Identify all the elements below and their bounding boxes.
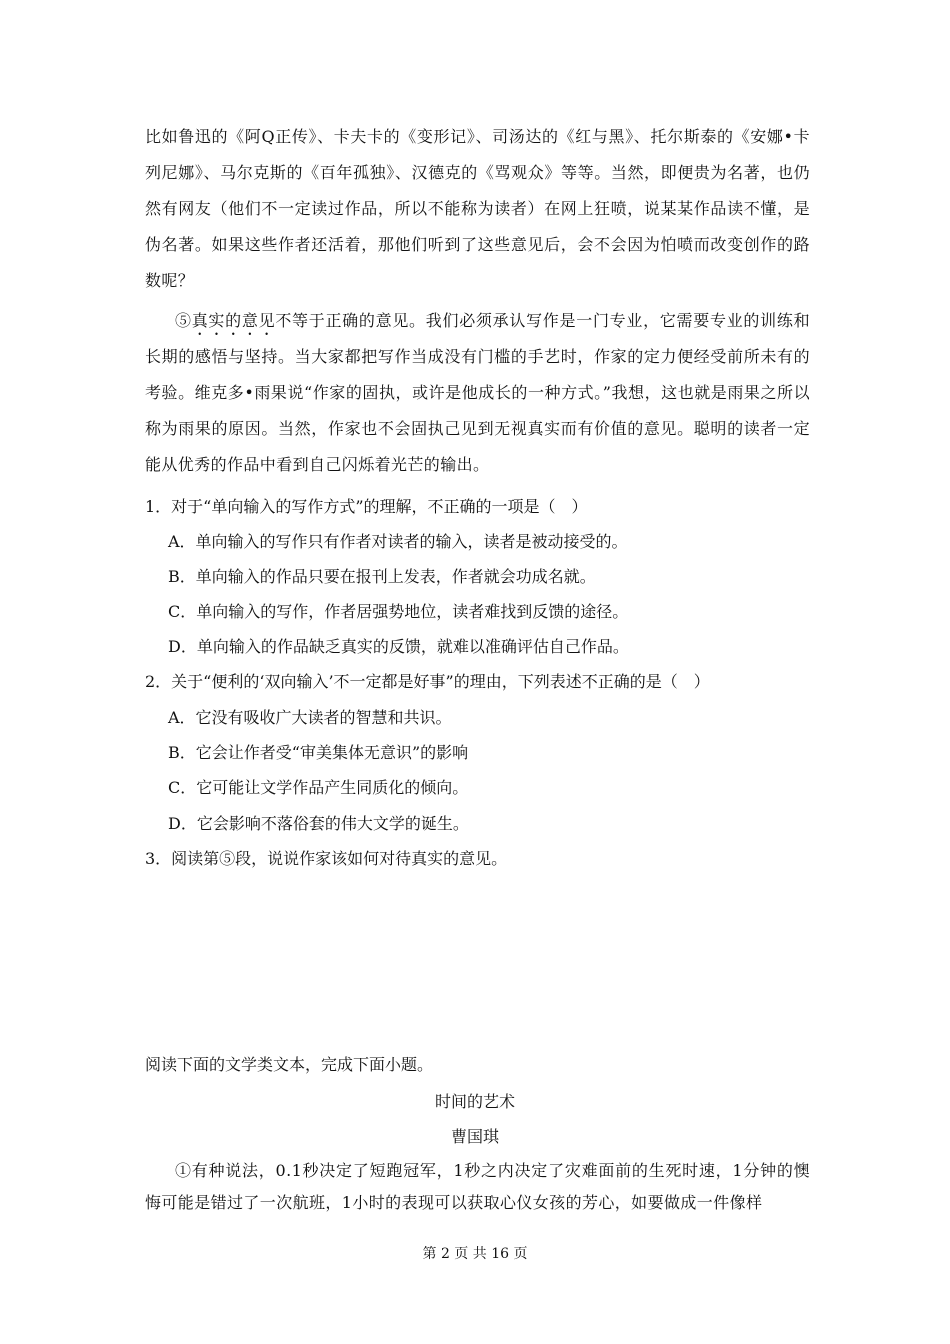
emphasized-phrase: 真实的意见 bbox=[191, 311, 276, 330]
passage-paragraph-5 bbox=[145, 303, 810, 483]
article-title: 时间的艺术 bbox=[434, 1092, 515, 1111]
article-paragraph-1: ①有种说法，0.1秒决定了短跑冠军，1秒之内决定了灾难面前的生死时速，1分钟的懊悔可能是错过了一次航班，1小时的表现可以获取心仪女孩的芳心，如要做成一件像样 bbox=[145, 1161, 810, 1212]
question-2-option-a: A．它没有吸收广大读者的智慧和共识。 bbox=[168, 708, 452, 727]
question-1-option-a: A．单向输入的写作只有作者对读者的输入，读者是被动接受的。 bbox=[168, 532, 628, 551]
passage-paragraph-top: 比如鲁迅的《阿Q正传》、卡夫卡的《变形记》、司汤达的《红与黑》、托尔斯泰的《安娜•卡列尼娜》、马尔克斯的《百年孤独》、汉德克的《骂观众》等等。当然，即便贵为名著，也仍然有网友（他们不一定读过作品，所以不能称为读者）在网上狂喷，说某某作品读不懂，是伪名著。如果这些作者还活着，那他们听到了这些意见后，会不会因为怕喷而改变创作的路数呢？ bbox=[145, 127, 810, 290]
question-1-option-b: B．单向输入的作品只要在报刊上发表，作者就会功成名就。 bbox=[168, 567, 596, 586]
paragraph-marker: ⑤ bbox=[175, 311, 192, 330]
question-2-option-b: B．它会让作者受“审美集体无意识”的影响 bbox=[168, 743, 469, 762]
question-1-option-d: D．单向输入的作品缺乏真实的反馈，就难以准确评估自己作品。 bbox=[168, 637, 629, 656]
page-footer: 第 2 页 共 16 页 bbox=[422, 1246, 528, 1262]
question-3-stem: 3．阅读第⑤段，说说作家该如何对待真实的意见。 bbox=[145, 849, 508, 868]
question-1-stem: 1．对于“单向输入的写作方式”的理解，不正确的一项是（ ） bbox=[145, 497, 588, 516]
question-1-option-c: C．单向输入的写作，作者居强势地位，读者难找到反馈的途径。 bbox=[168, 602, 629, 621]
question-2-option-c: C．它可能让文学作品产生同质化的倾向。 bbox=[168, 778, 469, 797]
question-2-stem: 2．关于“便利的‘双向输入’不一定都是好事”的理由，下列表述不正确的是（ ） bbox=[145, 672, 710, 691]
question-2-option-d: D．它会影响不落俗套的伟大文学的诞生。 bbox=[168, 814, 469, 833]
paragraph-text: 不等于正确的意见。我们必须承认写作是一门专业，它需要专业的训练和长期的感悟与坚持。当大家都把写作当成没有门槛的手艺时，作家的定力便经受前所未有的考验。维克多•雨果说“作家的固执，或许是他成长的一种方式。”我想，这也就是雨果之所以称为雨果的原因。当然，作家也不会固执己见到无视真实而有价值的意见。聪明的读者一定能从优秀的作品中看到自己闪烁着光芒的输出。 bbox=[145, 311, 810, 474]
article-author: 曹国琪 bbox=[450, 1127, 499, 1146]
section-intro: 阅读下面的文学类文本，完成下面小题。 bbox=[145, 1055, 434, 1074]
